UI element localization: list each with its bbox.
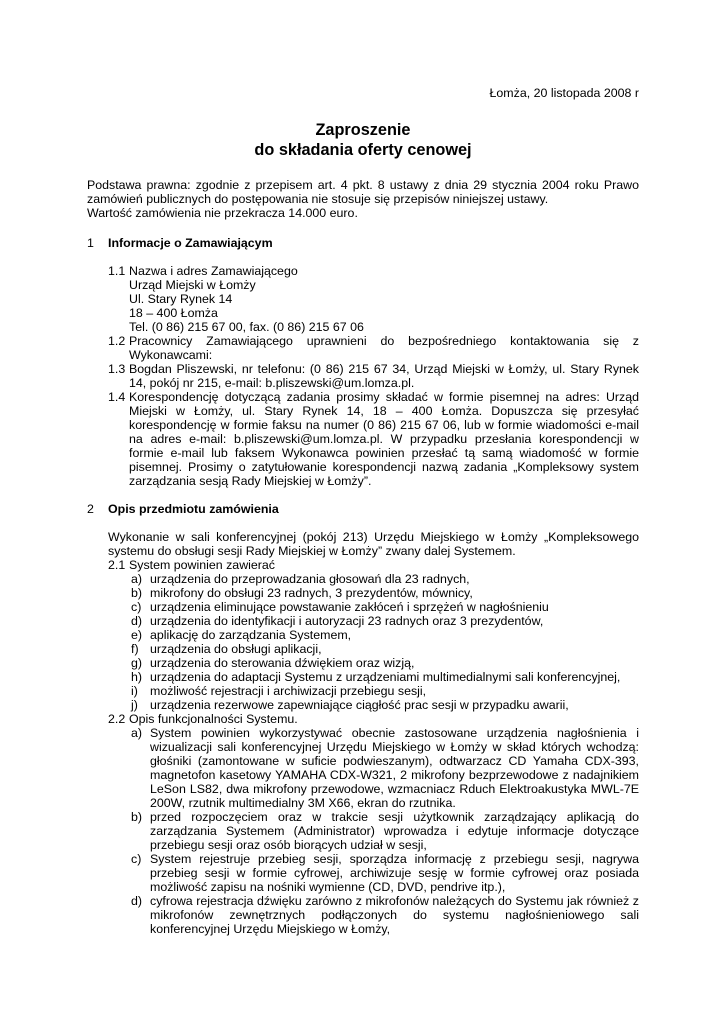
list-item — [108, 586, 639, 600]
list-letter: b) — [131, 810, 143, 824]
contact-line: Ul. Stary Rynek 14 — [129, 292, 233, 306]
item-1-3 — [108, 362, 639, 390]
contact-line: Tel. (0 86) 215 67 00, fax. (0 86) 215 67 06 — [129, 320, 364, 334]
list-item — [108, 726, 639, 810]
list-item-text: możliwość rejestracji i archiwizacji przebiegu sesji, — [150, 684, 427, 698]
list-letter: b) — [131, 586, 143, 600]
contact-line: Urząd Miejski w Łomży — [129, 278, 256, 292]
list-item-text: urządzenia do adaptacji Systemu z urządzeniami multimedialnymi sali konferencyjnej, — [150, 670, 621, 684]
document-date: Łomża, 20 listopada 2008 r — [489, 86, 639, 100]
list-letter: a) — [131, 726, 143, 740]
system-components-list — [108, 572, 639, 712]
list-letter: e) — [131, 628, 143, 642]
list-item — [108, 600, 639, 614]
list-item-text: urządzenia do przeprowadzania głosowań dla 23 radnych, — [150, 572, 470, 586]
list-item — [108, 684, 639, 698]
section-number: 1 — [87, 236, 94, 250]
list-item-text: System powinien wykorzystywać obecnie zastosowane urządzenia nagłośnienia i wizualizacji sali konferencyjnej Urzędu Miejskiego w Łomży w skład których wchodzą: głośniki (zamontowane w suficie podwieszanym), odtwarzacz CD Yamaha CDX-393, magnetofon kasetowy YAMAHA CDX-W321, 2 mikrofony bezprzewodowe z nadajnikiem LeSon LS82, dwa mikrofony przewodowe, wzmacniacz Rduch Elektroakustyka MWL-7E 200W, rzutnik multimedialny 3M X66, ekran do rzutnika. — [150, 726, 639, 810]
title-line-2: do składania oferty cenowej — [254, 141, 472, 159]
item-text: Korespondencję dotyczącą zadania prosimy składać w formie pisemnej na adres: Urząd Miejski w Łomży, ul. Stary Rynek 14, 18 – 400 Łomża. Dopuszcza się przesyłać korespondencję w formie faksu na numer (0 86) 215 67 06, lub w formie wiadomości e-mail na adres e-mail: b.pliszewski@um.lomza.pl. W przypadku przesłania korespondencji w formie e-mail lub faksem Wykonawca powinien przesłać tą samą wiadomość w formie pisemnej. Prosimy o zatytułowanie korespondencji nazwą zadania „Kompleksowy system zarządzania sesją Rady Miejskiej w Łomży”. — [129, 390, 639, 488]
system-functionality-list — [108, 726, 639, 936]
legal-basis-text: Podstawa prawna: zgodnie z przepisem art. 4 pkt. 8 ustawy z dnia 29 stycznia 2004 roku Prawo zamówień publicznych do postępowania nie stosuje się przepisów niniejszej ustawy. — [87, 178, 639, 206]
list-item-text: urządzenia rezerwowe zapewniające ciągłość prac sesji w przypadku awarii, — [150, 698, 569, 712]
list-item-text: System rejestruje przebieg sesji, sporządza informację z przebiegu sesji, nagrywa przebieg sesji w formie cyfrowej, archiwizuje sesję w formie cyfrowej oraz posiada możliwość zapisu na nośniki wymienne (CD, DVD, pendrive itp.), — [150, 852, 639, 894]
list-item — [108, 810, 639, 852]
item-2-1 — [108, 558, 639, 572]
item-1-4 — [108, 390, 639, 488]
list-item — [108, 894, 639, 936]
item-number: 1.1 — [108, 264, 126, 278]
contact-line: Nazwa i adres Zamawiającego — [129, 264, 298, 278]
list-item — [108, 698, 639, 712]
list-letter: h) — [131, 670, 143, 684]
item-1-1 — [108, 264, 639, 334]
title-line-1: Zaproszenie — [315, 121, 411, 139]
list-item — [108, 572, 639, 586]
list-item-text: urządzenia eliminujące powstawanie zakłóceń i sprzężeń w nagłośnieniu — [150, 600, 549, 614]
item-2-2 — [108, 712, 639, 726]
list-item — [108, 614, 639, 628]
list-item-text: urządzenia do sterowania dźwiękiem oraz wizją, — [150, 656, 415, 670]
list-item-text: przed rozpoczęciem oraz w trakcie sesji użytkownik zarządzający aplikacją do zarządzania Systemem (Administrator) wprowadza i edytuje informacje dotyczące przebiegu sesji oraz osób biorących udział w sesji, — [150, 810, 639, 852]
list-letter: c) — [131, 852, 142, 866]
item-number: 1.3 — [108, 362, 126, 376]
list-letter: j) — [131, 698, 138, 712]
list-letter: a) — [131, 572, 143, 586]
item-text: Opis funkcjonalności Systemu. — [129, 712, 298, 726]
list-letter: d) — [131, 614, 143, 628]
section-2-intro: Wykonanie w sali konferencyjnej (pokój 213) Urzędu Miejskiego w Łomży „Kompleksowego systemu do obsługi sesji Rady Miejskiej w Łomży” zwany dalej Systemem. — [108, 530, 639, 558]
document-title — [87, 120, 639, 160]
list-item-text: urządzenia do identyfikacji i autoryzacji 23 radnych oraz 3 prezydentów, — [150, 614, 544, 628]
list-letter: i) — [131, 684, 138, 698]
section-number: 2 — [87, 502, 94, 516]
item-number: 1.2 — [108, 334, 126, 348]
item-text: Bogdan Pliszewski, nr telefonu: (0 86) 215 67 34, Urząd Miejski w Łomży, ul. Stary Rynek 14, pokój nr 215, e-mail: b.pliszewski@um.lomza.pl. — [129, 362, 639, 390]
item-1-2 — [108, 334, 639, 362]
list-letter: c) — [131, 600, 142, 614]
item-number: 2.2 — [108, 712, 126, 726]
list-item — [108, 628, 639, 642]
item-text: Pracownicy Zamawiającego uprawnieni do bezpośredniego kontaktowania się z Wykonawcami: — [129, 334, 639, 362]
contact-line: 18 – 400 Łomża — [129, 306, 218, 320]
list-item-text: mikrofony do obsługi 23 radnych, 3 prezydentów, mównicy, — [150, 586, 473, 600]
list-letter: d) — [131, 894, 143, 908]
list-item — [108, 670, 639, 684]
item-text: System powinien zawierać — [129, 558, 275, 572]
list-item — [108, 656, 639, 670]
item-number: 2.1 — [108, 558, 126, 572]
list-item — [108, 852, 639, 894]
legal-basis — [87, 178, 639, 220]
item-number: 1.4 — [108, 390, 126, 404]
list-item-text: urządzenia do obsługi aplikacji, — [150, 642, 322, 656]
list-letter: g) — [131, 656, 143, 670]
list-letter: f) — [131, 642, 139, 656]
section-title: Informacje o Zamawiającym — [108, 236, 273, 250]
section-title: Opis przedmiotu zamówienia — [108, 502, 279, 516]
list-item-text: cyfrowa rejestracja dźwięku zarówno z mikrofonów należących do Systemu jak również z mikrofonów zewnętrznych podłączonych do systemu nagłośnieniowego sali konferencyjnej Urzędu Miejskiego w Łomży, — [150, 894, 639, 936]
list-item-text: aplikację do zarządzania Systemem, — [150, 628, 352, 642]
order-value-text: Wartość zamówienia nie przekracza 14.000 euro. — [87, 206, 358, 220]
list-item — [108, 642, 639, 656]
